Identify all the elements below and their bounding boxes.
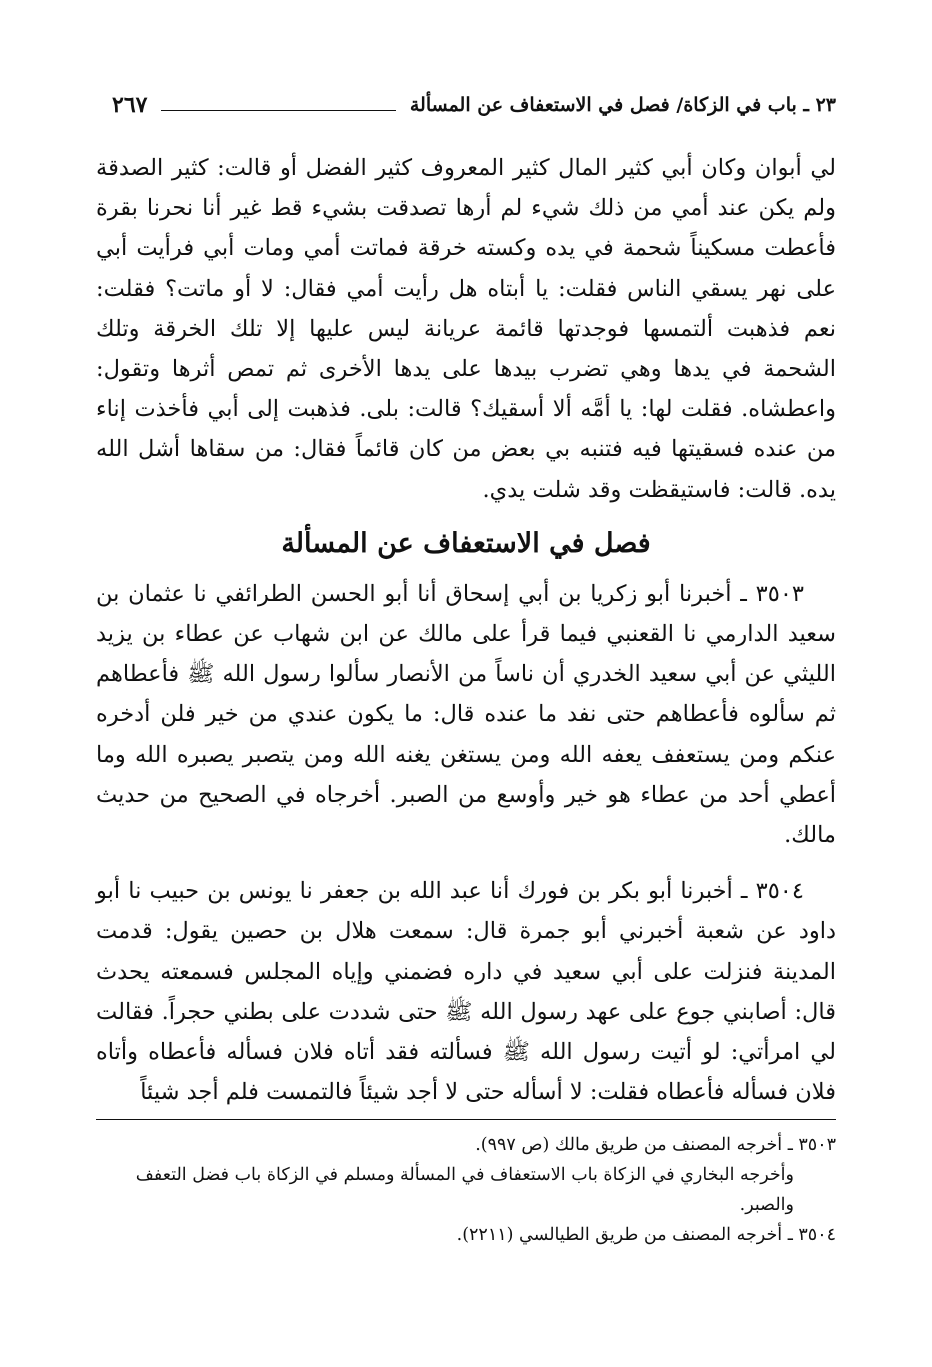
footnote-number: ٣٥٠٣: [798, 1135, 836, 1155]
hadith-number: ٣٥٠٣: [755, 580, 804, 607]
footnote-number: ٣٥٠٤: [798, 1225, 836, 1245]
footnote: ٣٥٠٤ ـ أخرجه المصنف من طريق الطيالسي (٢٢١١).: [456, 1225, 836, 1245]
section-heading: فصل في الاستعفاف عن المسألة: [281, 527, 651, 559]
page-number: ٢٦٧: [112, 92, 148, 118]
header-title: ٢٣ ـ باب في الزكاة/ فصل في الاستعفاف عن المسألة: [409, 94, 836, 116]
running-header: [112, 84, 836, 120]
footnote-text: أخرجه المصنف من طريق الطيالسي (٢٢١١).: [456, 1225, 783, 1245]
footnotes: [96, 1130, 836, 1250]
header-rule: [161, 110, 395, 111]
footnote: ٣٥٠٣ ـ أخرجه المصنف من طريق مالك (ص ٩٩٧).: [475, 1135, 836, 1155]
hadith-paragraph: ٣٥٠٤ ـ أخبرنا أبو بكر بن فورك أنا عبد الله بن جعفر نا يونس بن حبيب نا أبو داود عن شعبة أخبرني أبو جمرة قال: سمعت هلال بن حصين يقول: قدمت المدينة فنزلت على أبي سعيد في داره فضمني وإياه المجلس فسمعته يحدث قال: أصابني جوع على عهد رسول الله ﷺ حتى شددت على بطني حجراً. فقالت لي امرأتي: لو أتيت رسول الله ﷺ فسألته فقد أتاه فلان فسأله فأعطاه وأتاه فلان فسأله فأعطاه فقلت: لا أسأله حتى لا أجد شيئاً فالتمست فلم أجد شيئاً: [96, 878, 836, 1106]
footnote-continuation: وأخرجه البخاري في الزكاة باب الاستعفاف في المسألة ومسلم في الزكاة باب فضل التعفف والصبر.: [135, 1165, 794, 1215]
hadith-text: أخبرنا أبو زكريا بن أبي إسحاق أنا أبو الحسن الطرائفي نا عثمان بن سعيد الدارمي نا القعنبي فيما قرأ على مالك عن ابن شهاب عن عطاء بن يزيد الليثي عن أبي سعيد الخدري أن ناساً من الأنصار سألوا رسول الله ﷺ فأعطاهم ثم سألوه فأعطاهم حتى نفد ما عنده قال: ما يكون عندي من خير فلن أدخره عنكم ومن يستعفف يعفه الله ومن يستغن يغنه الله ومن يتصبر يصبره الله وما أعطي أحد من عطاء هو خير وأوسع من الصبر. أخرجاه في الصحيح من حديث مالك.: [96, 580, 836, 849]
footnote-text: أخرجه المصنف من طريق مالك (ص ٩٩٧).: [475, 1135, 783, 1155]
intro-paragraph: لي أبوان وكان أبي كثير المال كثير المعروف كثير الفضل أو قالت: كثير الصدقة ولم يكن عند أمي من ذلك شيء لم أرها تصدقت بشيء قط غير أنا نحرنا بقرة فأعطت مسكيناً شحمة في يده وكسته خرقة فماتت أمي ومات أبي فرأيت أبي على نهر يسقي الناس فقلت: يا أبتاه هل رأيت أمي فقال: لا أو ماتت؟ فقلت: نعم فذهبت ألتمسها فوجدتها قائمة عريانة ليس عليها إلا تلك الخرقة وتلك الشحمة في يدها وهي تضرب بيدها على يدها الأخرى ثم تمص أثرها وتقول: واعطشاه. فقلت لها: يا أمَّه ألا أسقيك؟ قالت: بلى. فذهبت إلى أبي فأخذت إناء من عنده فسقيتها فيه فتنبه بي بعض من كان قائماً فقال: من سقاها أشل الله يده. قالت: فاستيقظت وقد شلت يدي.: [96, 155, 836, 503]
main-text: [96, 148, 836, 1112]
hadith-text: أخبرنا أبو بكر بن فورك أنا عبد الله بن جعفر نا يونس بن حبيب نا أبو داود عن شعبة أخبرني أبو جمرة قال: سمعت هلال بن حصين يقول: قدمت المدينة فنزلت على أبي سعيد في داره فضمني وإياه المجلس فسمعته يحدث قال: أصابني جوع على عهد رسول الله ﷺ حتى شددت على بطني حجراً. فقالت لي امرأتي: لو أتيت رسول الله ﷺ فسألته فقد أتاه فلان فسأله فأعطاه وأتاه فلان فسأله فأعطاه فقلت: لا أسأله حتى لا أجد شيئاً فالتمست فلم أجد شيئاً: [96, 878, 836, 1106]
footnote-separator: [96, 1119, 836, 1120]
hadith-number: ٣٥٠٤: [755, 878, 804, 905]
hadith-paragraph: ٣٥٠٣ ـ أخبرنا أبو زكريا بن أبي إسحاق أنا أبو الحسن الطرائفي نا عثمان بن سعيد الدارمي نا القعنبي فيما قرأ على مالك عن ابن شهاب عن عطاء بن يزيد الليثي عن أبي سعيد الخدري أن ناساً من الأنصار سألوا رسول الله ﷺ فأعطاهم ثم سألوه فأعطاهم حتى نفد ما عنده قال: ما يكون عندي من خير فلن أدخره عنكم ومن يستعفف يعفه الله ومن يستغن يغنه الله ومن يتصبر يصبره الله وما أعطي أحد من عطاء هو خير وأوسع من الصبر. أخرجاه في الصحيح من حديث مالك.: [96, 580, 836, 849]
